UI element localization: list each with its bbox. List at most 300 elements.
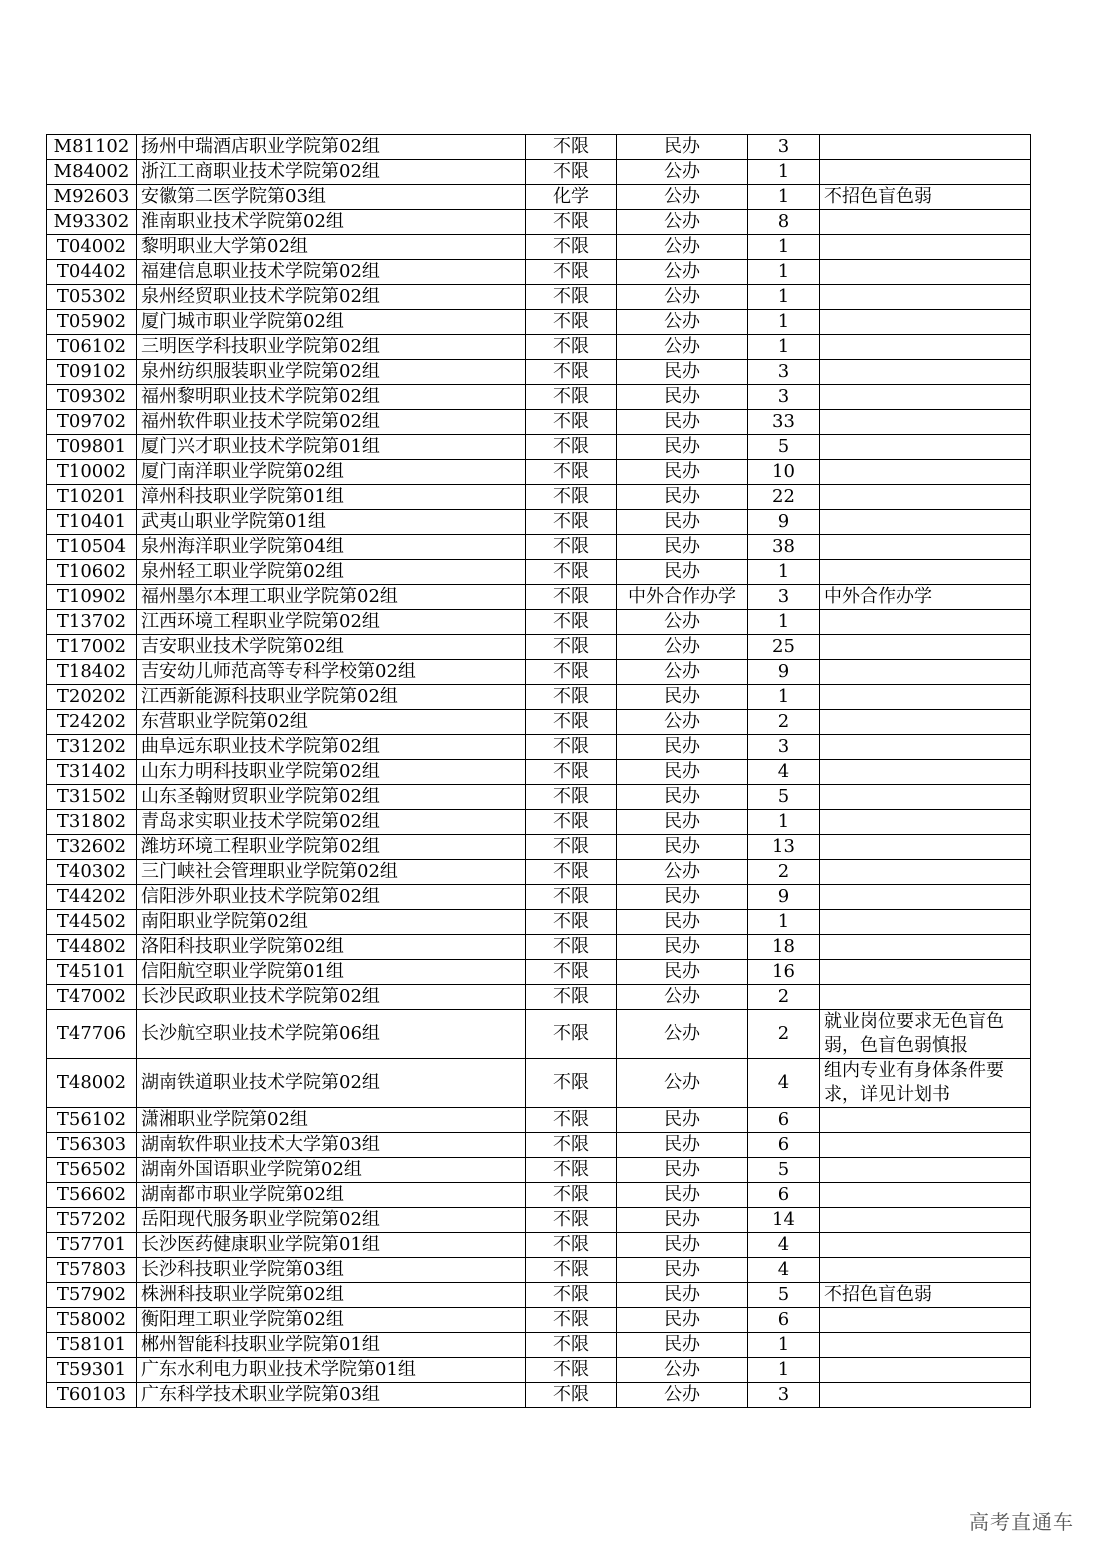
- plan-count-cell: 5: [748, 435, 820, 460]
- table-row: [47, 310, 1031, 335]
- school-group-name-cell: 吉安职业技术学院第02组: [137, 635, 526, 660]
- subject-requirement-cell: 不限: [526, 1358, 617, 1383]
- subject-requirement-cell: 不限: [526, 510, 617, 535]
- table-row: [47, 260, 1031, 285]
- remark-cell: [820, 210, 1031, 235]
- table-row: [47, 160, 1031, 185]
- group-code-cell: T56303: [47, 1133, 137, 1158]
- plan-count-cell: 4: [748, 1258, 820, 1283]
- school-type-cell: 民办: [617, 835, 748, 860]
- subject-requirement-cell: 不限: [526, 1333, 617, 1358]
- subject-requirement-cell: 不限: [526, 1158, 617, 1183]
- subject-requirement-cell: 不限: [526, 410, 617, 435]
- table-row: [47, 1108, 1031, 1133]
- table-row: [47, 435, 1031, 460]
- subject-requirement-cell: 不限: [526, 1010, 617, 1059]
- group-code-cell: M81102: [47, 135, 137, 160]
- table-row: [47, 510, 1031, 535]
- table-row: [47, 410, 1031, 435]
- remark-cell: [820, 1208, 1031, 1233]
- group-code-cell: T56602: [47, 1183, 137, 1208]
- plan-count-cell: 14: [748, 1208, 820, 1233]
- plan-count-cell: 5: [748, 1158, 820, 1183]
- school-type-cell: 民办: [617, 960, 748, 985]
- school-type-cell: 公办: [617, 160, 748, 185]
- plan-count-cell: 6: [748, 1108, 820, 1133]
- plan-count-cell: 13: [748, 835, 820, 860]
- table-row: [47, 1183, 1031, 1208]
- group-code-cell: T45101: [47, 960, 137, 985]
- group-code-cell: T09801: [47, 435, 137, 460]
- subject-requirement-cell: 不限: [526, 1059, 617, 1108]
- group-code-cell: T57202: [47, 1208, 137, 1233]
- plan-count-cell: 2: [748, 1010, 820, 1059]
- plan-count-cell: 5: [748, 1283, 820, 1308]
- plan-count-cell: 1: [748, 260, 820, 285]
- subject-requirement-cell: 不限: [526, 235, 617, 260]
- subject-requirement-cell: 不限: [526, 885, 617, 910]
- subject-requirement-cell: 不限: [526, 1383, 617, 1408]
- school-type-cell: 公办: [617, 660, 748, 685]
- school-type-cell: 民办: [617, 1258, 748, 1283]
- table-row: [47, 1010, 1031, 1059]
- school-type-cell: 民办: [617, 735, 748, 760]
- plan-count-cell: 18: [748, 935, 820, 960]
- school-type-cell: 民办: [617, 460, 748, 485]
- group-code-cell: T56502: [47, 1158, 137, 1183]
- remark-cell: 不招色盲色弱: [820, 185, 1031, 210]
- remark-cell: [820, 810, 1031, 835]
- remark-cell: [820, 560, 1031, 585]
- school-type-cell: 公办: [617, 310, 748, 335]
- subject-requirement-cell: 不限: [526, 710, 617, 735]
- table-row: [47, 1208, 1031, 1233]
- table-row: [47, 560, 1031, 585]
- table-row: [47, 235, 1031, 260]
- remark-cell: [820, 460, 1031, 485]
- subject-requirement-cell: 不限: [526, 1258, 617, 1283]
- group-code-cell: T17002: [47, 635, 137, 660]
- subject-requirement-cell: 不限: [526, 1233, 617, 1258]
- remark-cell: [820, 410, 1031, 435]
- plan-count-cell: 4: [748, 1059, 820, 1108]
- school-type-cell: 民办: [617, 810, 748, 835]
- school-group-name-cell: 福州黎明职业技术学院第02组: [137, 385, 526, 410]
- school-type-cell: 民办: [617, 135, 748, 160]
- remark-cell: [820, 860, 1031, 885]
- subject-requirement-cell: 不限: [526, 685, 617, 710]
- plan-count-cell: 1: [748, 335, 820, 360]
- table-row: [47, 460, 1031, 485]
- group-code-cell: M84002: [47, 160, 137, 185]
- school-group-name-cell: 潇湘职业学院第02组: [137, 1108, 526, 1133]
- remark-cell: [820, 1358, 1031, 1383]
- school-type-cell: 民办: [617, 560, 748, 585]
- school-type-cell: 民办: [617, 435, 748, 460]
- subject-requirement-cell: 不限: [526, 1283, 617, 1308]
- school-type-cell: 民办: [617, 1183, 748, 1208]
- table-row: [47, 685, 1031, 710]
- table-row: [47, 1059, 1031, 1108]
- remark-cell: [820, 1233, 1031, 1258]
- admission-plan-table: [46, 134, 1031, 1408]
- table-row: [47, 585, 1031, 610]
- subject-requirement-cell: 不限: [526, 585, 617, 610]
- plan-count-cell: 1: [748, 810, 820, 835]
- group-code-cell: T32602: [47, 835, 137, 860]
- group-code-cell: M92603: [47, 185, 137, 210]
- school-group-name-cell: 湖南都市职业学院第02组: [137, 1183, 526, 1208]
- school-type-cell: 民办: [617, 535, 748, 560]
- school-type-cell: 公办: [617, 1383, 748, 1408]
- plan-count-cell: 1: [748, 285, 820, 310]
- group-code-cell: T10504: [47, 535, 137, 560]
- school-group-name-cell: 吉安幼儿师范高等专科学校第02组: [137, 660, 526, 685]
- remark-cell: [820, 160, 1031, 185]
- school-type-cell: 公办: [617, 335, 748, 360]
- table-row: [47, 1333, 1031, 1358]
- school-group-name-cell: 江西环境工程职业学院第02组: [137, 610, 526, 635]
- remark-cell: [820, 1383, 1031, 1408]
- school-type-cell: 民办: [617, 1108, 748, 1133]
- table-row: [47, 610, 1031, 635]
- school-group-name-cell: 南阳职业学院第02组: [137, 910, 526, 935]
- subject-requirement-cell: 不限: [526, 460, 617, 485]
- remark-cell: [820, 935, 1031, 960]
- remark-cell: [820, 710, 1031, 735]
- school-type-cell: 民办: [617, 910, 748, 935]
- plan-count-cell: 1: [748, 1333, 820, 1358]
- remark-cell: [820, 985, 1031, 1010]
- school-group-name-cell: 安徽第二医学院第03组: [137, 185, 526, 210]
- school-group-name-cell: 三明医学科技职业学院第02组: [137, 335, 526, 360]
- subject-requirement-cell: 不限: [526, 535, 617, 560]
- school-type-cell: 民办: [617, 485, 748, 510]
- remark-cell: [820, 1258, 1031, 1283]
- school-type-cell: 中外合作办学: [617, 585, 748, 610]
- group-code-cell: M93302: [47, 210, 137, 235]
- group-code-cell: T09102: [47, 360, 137, 385]
- table-row: [47, 1258, 1031, 1283]
- plan-count-cell: 38: [748, 535, 820, 560]
- subject-requirement-cell: 不限: [526, 835, 617, 860]
- plan-count-cell: 8: [748, 210, 820, 235]
- plan-count-cell: 3: [748, 1383, 820, 1408]
- school-type-cell: 民办: [617, 785, 748, 810]
- plan-count-cell: 25: [748, 635, 820, 660]
- school-group-name-cell: 信阳涉外职业技术学院第02组: [137, 885, 526, 910]
- table-row: [47, 1358, 1031, 1383]
- subject-requirement-cell: 不限: [526, 1308, 617, 1333]
- school-type-cell: 民办: [617, 760, 748, 785]
- group-code-cell: T04402: [47, 260, 137, 285]
- school-type-cell: 公办: [617, 1358, 748, 1383]
- school-type-cell: 民办: [617, 1283, 748, 1308]
- school-group-name-cell: 泉州海洋职业学院第04组: [137, 535, 526, 560]
- table-row: [47, 985, 1031, 1010]
- school-group-name-cell: 厦门城市职业学院第02组: [137, 310, 526, 335]
- remark-cell: [820, 135, 1031, 160]
- school-group-name-cell: 长沙民政职业技术学院第02组: [137, 985, 526, 1010]
- school-type-cell: 公办: [617, 285, 748, 310]
- school-group-name-cell: 长沙科技职业学院第03组: [137, 1258, 526, 1283]
- remark-cell: [820, 1108, 1031, 1133]
- school-type-cell: 民办: [617, 1233, 748, 1258]
- group-code-cell: T48002: [47, 1059, 137, 1108]
- group-code-cell: T31502: [47, 785, 137, 810]
- school-type-cell: 民办: [617, 360, 748, 385]
- remark-cell: [820, 610, 1031, 635]
- school-type-cell: 民办: [617, 685, 748, 710]
- remark-cell: [820, 260, 1031, 285]
- school-group-name-cell: 山东圣翰财贸职业学院第02组: [137, 785, 526, 810]
- remark-cell: [820, 235, 1031, 260]
- school-type-cell: 公办: [617, 860, 748, 885]
- school-group-name-cell: 潍坊环境工程职业学院第02组: [137, 835, 526, 860]
- plan-count-cell: 4: [748, 760, 820, 785]
- remark-cell: [820, 1158, 1031, 1183]
- table-row: [47, 385, 1031, 410]
- school-group-name-cell: 江西新能源科技职业学院第02组: [137, 685, 526, 710]
- table-row: [47, 1283, 1031, 1308]
- remark-cell: [820, 785, 1031, 810]
- plan-count-cell: 3: [748, 360, 820, 385]
- table-row: [47, 960, 1031, 985]
- group-code-cell: T09302: [47, 385, 137, 410]
- group-code-cell: T44502: [47, 910, 137, 935]
- plan-count-cell: 1: [748, 560, 820, 585]
- subject-requirement-cell: 不限: [526, 860, 617, 885]
- plan-count-cell: 1: [748, 160, 820, 185]
- school-type-cell: 民办: [617, 1308, 748, 1333]
- remark-cell: [820, 760, 1031, 785]
- remark-cell: 就业岗位要求无色盲色弱，色盲色弱慎报: [820, 1010, 1031, 1059]
- school-group-name-cell: 洛阳科技职业学院第02组: [137, 935, 526, 960]
- school-group-name-cell: 广东水利电力职业技术学院第01组: [137, 1358, 526, 1383]
- group-code-cell: T10002: [47, 460, 137, 485]
- subject-requirement-cell: 化学: [526, 185, 617, 210]
- school-type-cell: 公办: [617, 1059, 748, 1108]
- plan-count-cell: 1: [748, 310, 820, 335]
- subject-requirement-cell: 不限: [526, 435, 617, 460]
- remark-cell: [820, 1308, 1031, 1333]
- group-code-cell: T04002: [47, 235, 137, 260]
- table-row: [47, 1133, 1031, 1158]
- school-group-name-cell: 武夷山职业学院第01组: [137, 510, 526, 535]
- subject-requirement-cell: 不限: [526, 610, 617, 635]
- subject-requirement-cell: 不限: [526, 1208, 617, 1233]
- subject-requirement-cell: 不限: [526, 210, 617, 235]
- subject-requirement-cell: 不限: [526, 385, 617, 410]
- remark-cell: [820, 910, 1031, 935]
- subject-requirement-cell: 不限: [526, 910, 617, 935]
- group-code-cell: T47706: [47, 1010, 137, 1059]
- group-code-cell: T10201: [47, 485, 137, 510]
- school-group-name-cell: 长沙医药健康职业学院第01组: [137, 1233, 526, 1258]
- school-group-name-cell: 福州墨尔本理工职业学院第02组: [137, 585, 526, 610]
- group-code-cell: T57902: [47, 1283, 137, 1308]
- subject-requirement-cell: 不限: [526, 310, 617, 335]
- remark-cell: [820, 485, 1031, 510]
- subject-requirement-cell: 不限: [526, 260, 617, 285]
- group-code-cell: T10602: [47, 560, 137, 585]
- school-type-cell: 民办: [617, 1208, 748, 1233]
- plan-count-cell: 10: [748, 460, 820, 485]
- table-row: [47, 1158, 1031, 1183]
- school-group-name-cell: 岳阳现代服务职业学院第02组: [137, 1208, 526, 1233]
- school-group-name-cell: 三门峡社会管理职业学院第02组: [137, 860, 526, 885]
- school-type-cell: 公办: [617, 235, 748, 260]
- subject-requirement-cell: 不限: [526, 985, 617, 1010]
- table-row: [47, 760, 1031, 785]
- subject-requirement-cell: 不限: [526, 285, 617, 310]
- table-row: [47, 735, 1031, 760]
- school-group-name-cell: 淮南职业技术学院第02组: [137, 210, 526, 235]
- table-row: [47, 935, 1031, 960]
- subject-requirement-cell: 不限: [526, 1183, 617, 1208]
- school-group-name-cell: 湖南外国语职业学院第02组: [137, 1158, 526, 1183]
- school-group-name-cell: 厦门南洋职业学院第02组: [137, 460, 526, 485]
- table-row: [47, 835, 1031, 860]
- group-code-cell: T57803: [47, 1258, 137, 1283]
- subject-requirement-cell: 不限: [526, 135, 617, 160]
- table-row: [47, 485, 1031, 510]
- school-type-cell: 民办: [617, 1133, 748, 1158]
- group-code-cell: T13702: [47, 610, 137, 635]
- table-row: [47, 860, 1031, 885]
- subject-requirement-cell: 不限: [526, 560, 617, 585]
- school-type-cell: 公办: [617, 260, 748, 285]
- plan-count-cell: 6: [748, 1308, 820, 1333]
- school-type-cell: 民办: [617, 885, 748, 910]
- remark-cell: [820, 660, 1031, 685]
- group-code-cell: T05302: [47, 285, 137, 310]
- plan-count-cell: 3: [748, 385, 820, 410]
- plan-count-cell: 3: [748, 585, 820, 610]
- school-type-cell: 民办: [617, 1158, 748, 1183]
- group-code-cell: T56102: [47, 1108, 137, 1133]
- subject-requirement-cell: 不限: [526, 935, 617, 960]
- remark-cell: [820, 385, 1031, 410]
- plan-count-cell: 1: [748, 185, 820, 210]
- group-code-cell: T10902: [47, 585, 137, 610]
- plan-count-cell: 3: [748, 735, 820, 760]
- school-group-name-cell: 泉州轻工职业学院第02组: [137, 560, 526, 585]
- school-group-name-cell: 信阳航空职业学院第01组: [137, 960, 526, 985]
- table-row: [47, 785, 1031, 810]
- remark-cell: [820, 1133, 1031, 1158]
- table-row: [47, 660, 1031, 685]
- group-code-cell: T10401: [47, 510, 137, 535]
- subject-requirement-cell: 不限: [526, 1133, 617, 1158]
- plan-count-cell: 1: [748, 235, 820, 260]
- school-type-cell: 民办: [617, 935, 748, 960]
- subject-requirement-cell: 不限: [526, 785, 617, 810]
- group-code-cell: T24202: [47, 710, 137, 735]
- remark-cell: 中外合作办学: [820, 585, 1031, 610]
- table-row: [47, 635, 1031, 660]
- remark-cell: [820, 1333, 1031, 1358]
- school-group-name-cell: 广东科学技术职业学院第03组: [137, 1383, 526, 1408]
- school-type-cell: 公办: [617, 710, 748, 735]
- school-type-cell: 民办: [617, 385, 748, 410]
- group-code-cell: T20202: [47, 685, 137, 710]
- table-row: [47, 1308, 1031, 1333]
- remark-cell: [820, 885, 1031, 910]
- remark-cell: [820, 310, 1031, 335]
- remark-cell: [820, 535, 1031, 560]
- plan-count-cell: 4: [748, 1233, 820, 1258]
- group-code-cell: T31802: [47, 810, 137, 835]
- plan-count-cell: 1: [748, 1358, 820, 1383]
- school-group-name-cell: 福建信息职业技术学院第02组: [137, 260, 526, 285]
- school-type-cell: 民办: [617, 1333, 748, 1358]
- remark-cell: [820, 735, 1031, 760]
- school-group-name-cell: 厦门兴才职业技术学院第01组: [137, 435, 526, 460]
- group-code-cell: T47002: [47, 985, 137, 1010]
- group-code-cell: T60103: [47, 1383, 137, 1408]
- group-code-cell: T31202: [47, 735, 137, 760]
- remark-cell: [820, 960, 1031, 985]
- subject-requirement-cell: 不限: [526, 760, 617, 785]
- subject-requirement-cell: 不限: [526, 335, 617, 360]
- school-group-name-cell: 长沙航空职业技术学院第06组: [137, 1010, 526, 1059]
- school-group-name-cell: 湖南软件职业技术大学第03组: [137, 1133, 526, 1158]
- subject-requirement-cell: 不限: [526, 635, 617, 660]
- group-code-cell: T44802: [47, 935, 137, 960]
- plan-count-cell: 2: [748, 710, 820, 735]
- plan-count-cell: 1: [748, 910, 820, 935]
- subject-requirement-cell: 不限: [526, 360, 617, 385]
- school-group-name-cell: 山东力明科技职业学院第02组: [137, 760, 526, 785]
- plan-count-cell: 33: [748, 410, 820, 435]
- remark-cell: [820, 635, 1031, 660]
- subject-requirement-cell: 不限: [526, 160, 617, 185]
- plan-count-cell: 1: [748, 685, 820, 710]
- school-type-cell: 民办: [617, 510, 748, 535]
- subject-requirement-cell: 不限: [526, 810, 617, 835]
- school-group-name-cell: 漳州科技职业学院第01组: [137, 485, 526, 510]
- subject-requirement-cell: 不限: [526, 735, 617, 760]
- group-code-cell: T31402: [47, 760, 137, 785]
- school-type-cell: 公办: [617, 985, 748, 1010]
- plan-count-cell: 9: [748, 885, 820, 910]
- school-group-name-cell: 浙江工商职业技术学院第02组: [137, 160, 526, 185]
- table-row: [47, 210, 1031, 235]
- remark-cell: [820, 510, 1031, 535]
- school-type-cell: 公办: [617, 610, 748, 635]
- table-row: [47, 285, 1031, 310]
- plan-count-cell: 16: [748, 960, 820, 985]
- subject-requirement-cell: 不限: [526, 960, 617, 985]
- remark-cell: [820, 285, 1031, 310]
- group-code-cell: T59301: [47, 1358, 137, 1383]
- table-row: [47, 885, 1031, 910]
- school-type-cell: 公办: [617, 1010, 748, 1059]
- school-group-name-cell: 扬州中瑞酒店职业学院第02组: [137, 135, 526, 160]
- group-code-cell: T44202: [47, 885, 137, 910]
- school-group-name-cell: 福州软件职业技术学院第02组: [137, 410, 526, 435]
- table-row: [47, 710, 1031, 735]
- watermark-text: 高考直通车: [969, 1510, 1074, 1534]
- group-code-cell: T40302: [47, 860, 137, 885]
- table-body: [47, 135, 1031, 1408]
- school-group-name-cell: 曲阜远东职业技术学院第02组: [137, 735, 526, 760]
- school-type-cell: 公办: [617, 210, 748, 235]
- subject-requirement-cell: 不限: [526, 485, 617, 510]
- plan-count-cell: 2: [748, 985, 820, 1010]
- plan-count-cell: 2: [748, 860, 820, 885]
